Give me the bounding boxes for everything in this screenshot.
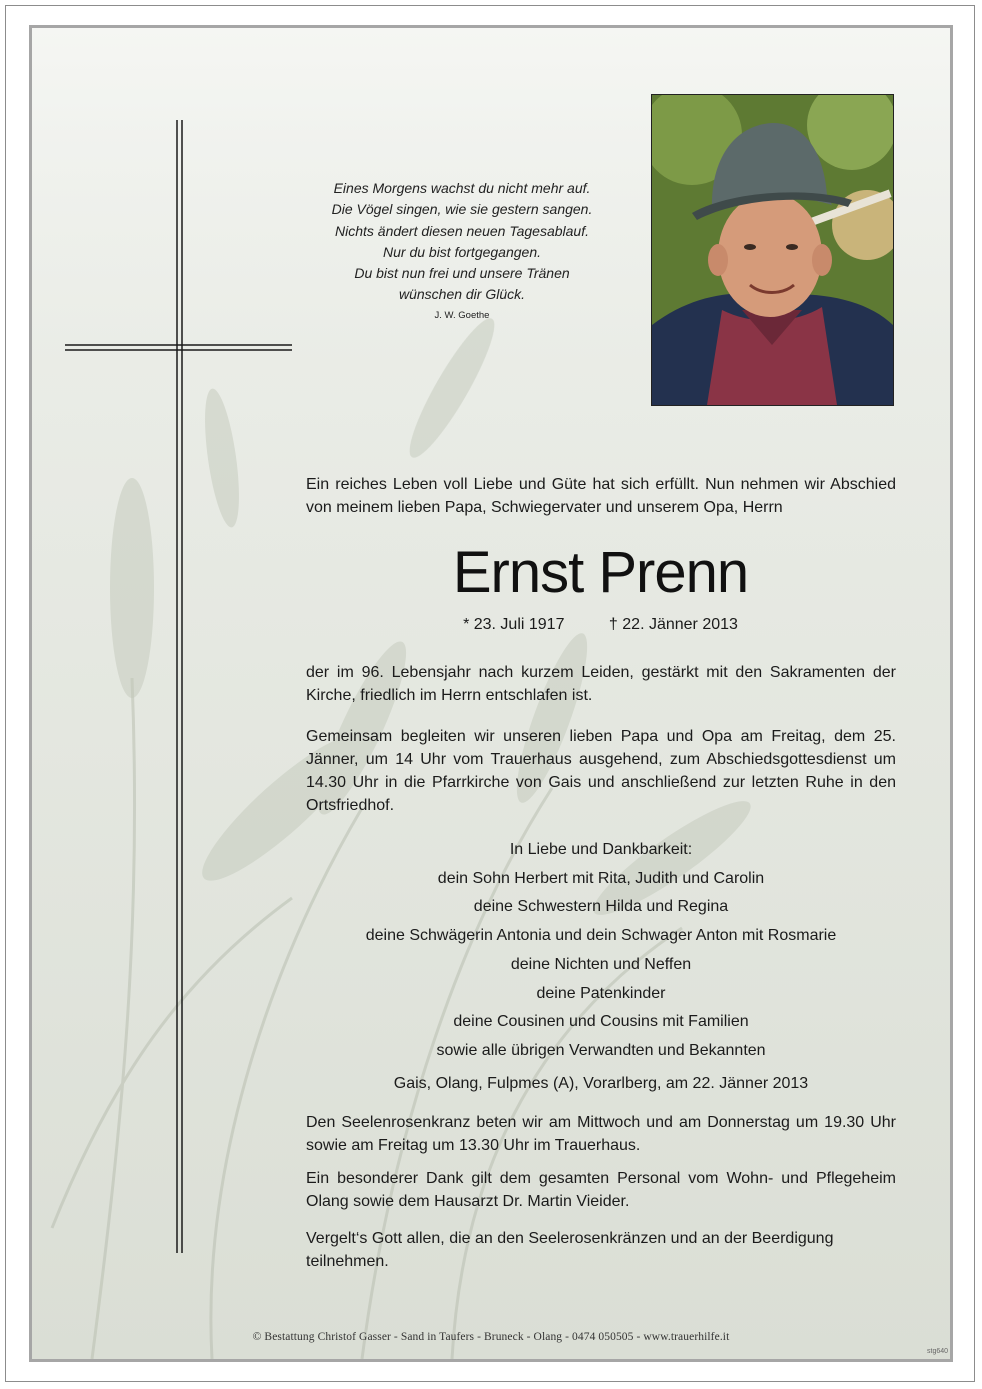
paragraph-passing: der im 96. Lebensjahr nach kurzem Leiden, gestärkt mit den Sakramenten der Kirche, friedlich im Herrn entschlafen ist. bbox=[306, 664, 896, 704]
mourners-list bbox=[306, 836, 896, 1066]
deceased-name: Ernst Prenn bbox=[452, 540, 749, 605]
mourner-line: dein Sohn Herbert mit Rita, Judith und Carolin bbox=[437, 869, 765, 887]
poem-line: Die Vögel singen, wie sie gestern sangen. bbox=[331, 201, 593, 218]
footer-credit: © Bestattung Christof Gasser - Sand in Taufers - Bruneck - Olang - 0474 050505 - www.trauerhilfe.it bbox=[252, 1331, 730, 1343]
memorial-poem bbox=[272, 178, 652, 324]
life-dates bbox=[272, 613, 929, 637]
rosary-notice: Den Seelenrosenkranz beten wir am Mittwoch und am Donnerstag um 19.30 Uhr sowie am Freitag um 13.30 Uhr im Trauerhaus. bbox=[306, 1114, 896, 1154]
cross-icon bbox=[32, 28, 302, 1258]
paragraph-funeral: Gemeinsam begleiten wir unseren lieben Papa und Opa am Freitag, dem 25. Jänner, um 14 Uhr vom Trauerhaus ausgehend, zum Abschiedsgottesdienst um 14.30 Uhr in die Pfarrkirche von Gais und anschließend zur letzten Ruhe in den Ortsfriedhof. bbox=[306, 728, 896, 814]
closing-thanks: Vergelt‘s Gott allen, die an den Seelerosenkränzen und an der Beerdigung teilnehmen. bbox=[306, 1230, 834, 1270]
obituary-card bbox=[29, 25, 953, 1362]
portrait-photo bbox=[651, 94, 894, 406]
mourner-line: deine Patenkinder bbox=[536, 984, 666, 1002]
death-date: † 22. Jänner 2013 bbox=[608, 616, 738, 633]
mourner-line: In Liebe und Dankbarkeit: bbox=[509, 841, 693, 858]
poem-line: Nur du bist fortgegangen. bbox=[383, 243, 541, 260]
mourner-line: deine Schwägerin Antonia und dein Schwager Anton mit Rosmarie bbox=[365, 927, 837, 945]
thanks-notice: Ein besonderer Dank gilt dem gesamten Personal vom Wohn- und Pflegeheim Olang sowie dem Hausarzt Dr. Martin Vieider. bbox=[306, 1170, 896, 1210]
poem-author: J. W. Goethe bbox=[434, 309, 490, 321]
poem-line: wünschen dir Glück. bbox=[398, 286, 526, 303]
poem-line: Eines Morgens wachst du nicht mehr auf. bbox=[333, 180, 591, 196]
mourner-line: deine Nichten und Neffen bbox=[510, 955, 692, 973]
place-and-date: Gais, Olang, Fulpmes (A), Vorarlberg, am 22. Jänner 2013 bbox=[393, 1075, 809, 1092]
mourner-line: deine Schwestern Hilda und Regina bbox=[473, 898, 729, 916]
poem-line: Nichts ändert diesen neuen Tagesablauf. bbox=[335, 222, 589, 239]
mourner-line: deine Cousinen und Cousins mit Familien bbox=[453, 1013, 749, 1031]
mourner-line: sowie alle übrigen Verwandten und Bekannten bbox=[436, 1041, 766, 1059]
poem-line: Du bist nun frei und unsere Tränen bbox=[354, 265, 570, 282]
birth-date: * 23. Juli 1917 bbox=[463, 616, 565, 633]
template-code: stg640 bbox=[927, 1348, 949, 1355]
intro-text: Ein reiches Leben voll Liebe und Güte hat sich erfüllt. Nun nehmen wir Abschied von meinem lieben Papa, Schwiegervater und unserem Opa, Herrn bbox=[306, 476, 896, 516]
